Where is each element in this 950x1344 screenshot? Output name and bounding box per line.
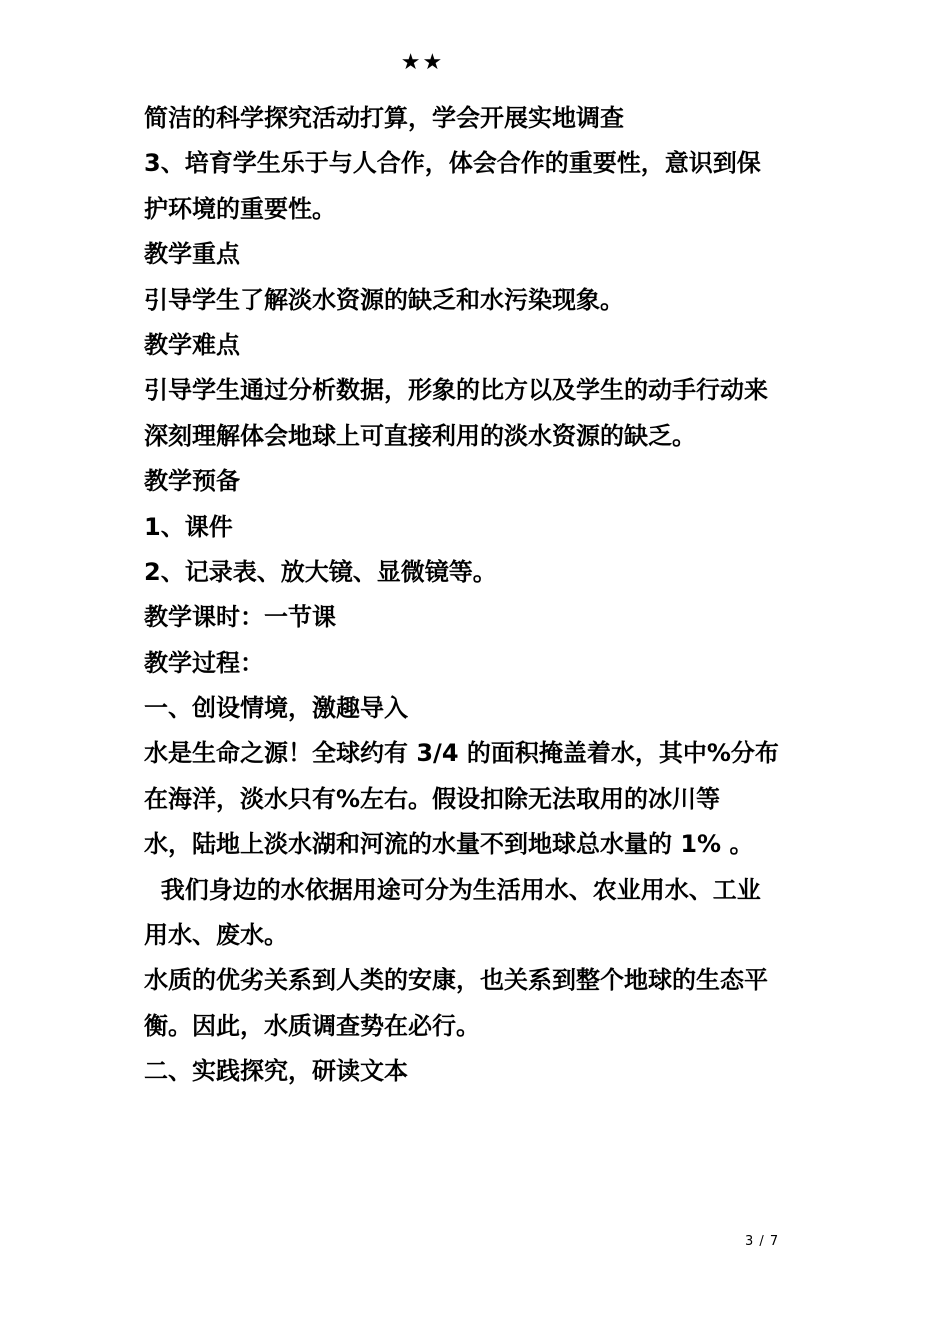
paragraph-line: 护环境的重要性。 — [144, 194, 336, 223]
section-heading: 教学难点 — [144, 330, 240, 359]
paragraph-line: 水，陆地上淡水湖和河流的水量不到地球总水量的 1% 。 — [144, 830, 754, 859]
section-heading: 教学过程： — [144, 648, 264, 677]
section-heading: 教学预备 — [144, 467, 240, 496]
page-number: 3 / 7 — [745, 1234, 780, 1249]
paragraph-line: 简洁的科学探究活动打算，学会开展实地调查 — [144, 104, 624, 132]
paragraph-line: 在海洋，淡水只有%左右。假设扣除无法取用的冰川等 — [144, 784, 721, 813]
paragraph-line: 深刻理解体会地球上可直接利用的淡水资源的缺乏。 — [144, 421, 696, 450]
list-item: 2、记录表、放大镜、显微镜等。 — [144, 557, 497, 586]
paragraph-line: 引导学生通过分析数据，形象的比方以及学生的动手行动来 — [144, 376, 768, 405]
paragraph-line: 水质的优劣关系到人类的安康，也关系到整个地球的生态平 — [144, 966, 768, 995]
section-heading: 一、创设情境，激趣导入 — [144, 694, 408, 723]
section-heading: 二、实践探究，研读文本 — [144, 1057, 408, 1086]
paragraph-line: 3、培育学生乐于与人合作，体会合作的重要性，意识到保 — [144, 149, 761, 178]
paragraph-line: 引导学生了解淡水资源的缺乏和水污染现象。 — [144, 285, 624, 314]
paragraph-line: 水是生命之源！全球约有 3/4 的面积掩盖着水，其中%分布 — [144, 739, 779, 768]
paragraph-line: 教学课时：一节课 — [144, 603, 336, 632]
paragraph-line: 我们身边的水依据用途可分为生活用水、农业用水、工业 — [144, 875, 761, 904]
document-body — [144, 96, 824, 1095]
section-heading: 教学重点 — [144, 240, 240, 269]
header-stars: ★★ — [400, 50, 445, 75]
paragraph-line: 用水、废水。 — [144, 921, 288, 950]
paragraph-line: 衡。因此，水质调查势在必行。 — [144, 1011, 480, 1040]
list-item: 1、课件 — [144, 512, 233, 541]
